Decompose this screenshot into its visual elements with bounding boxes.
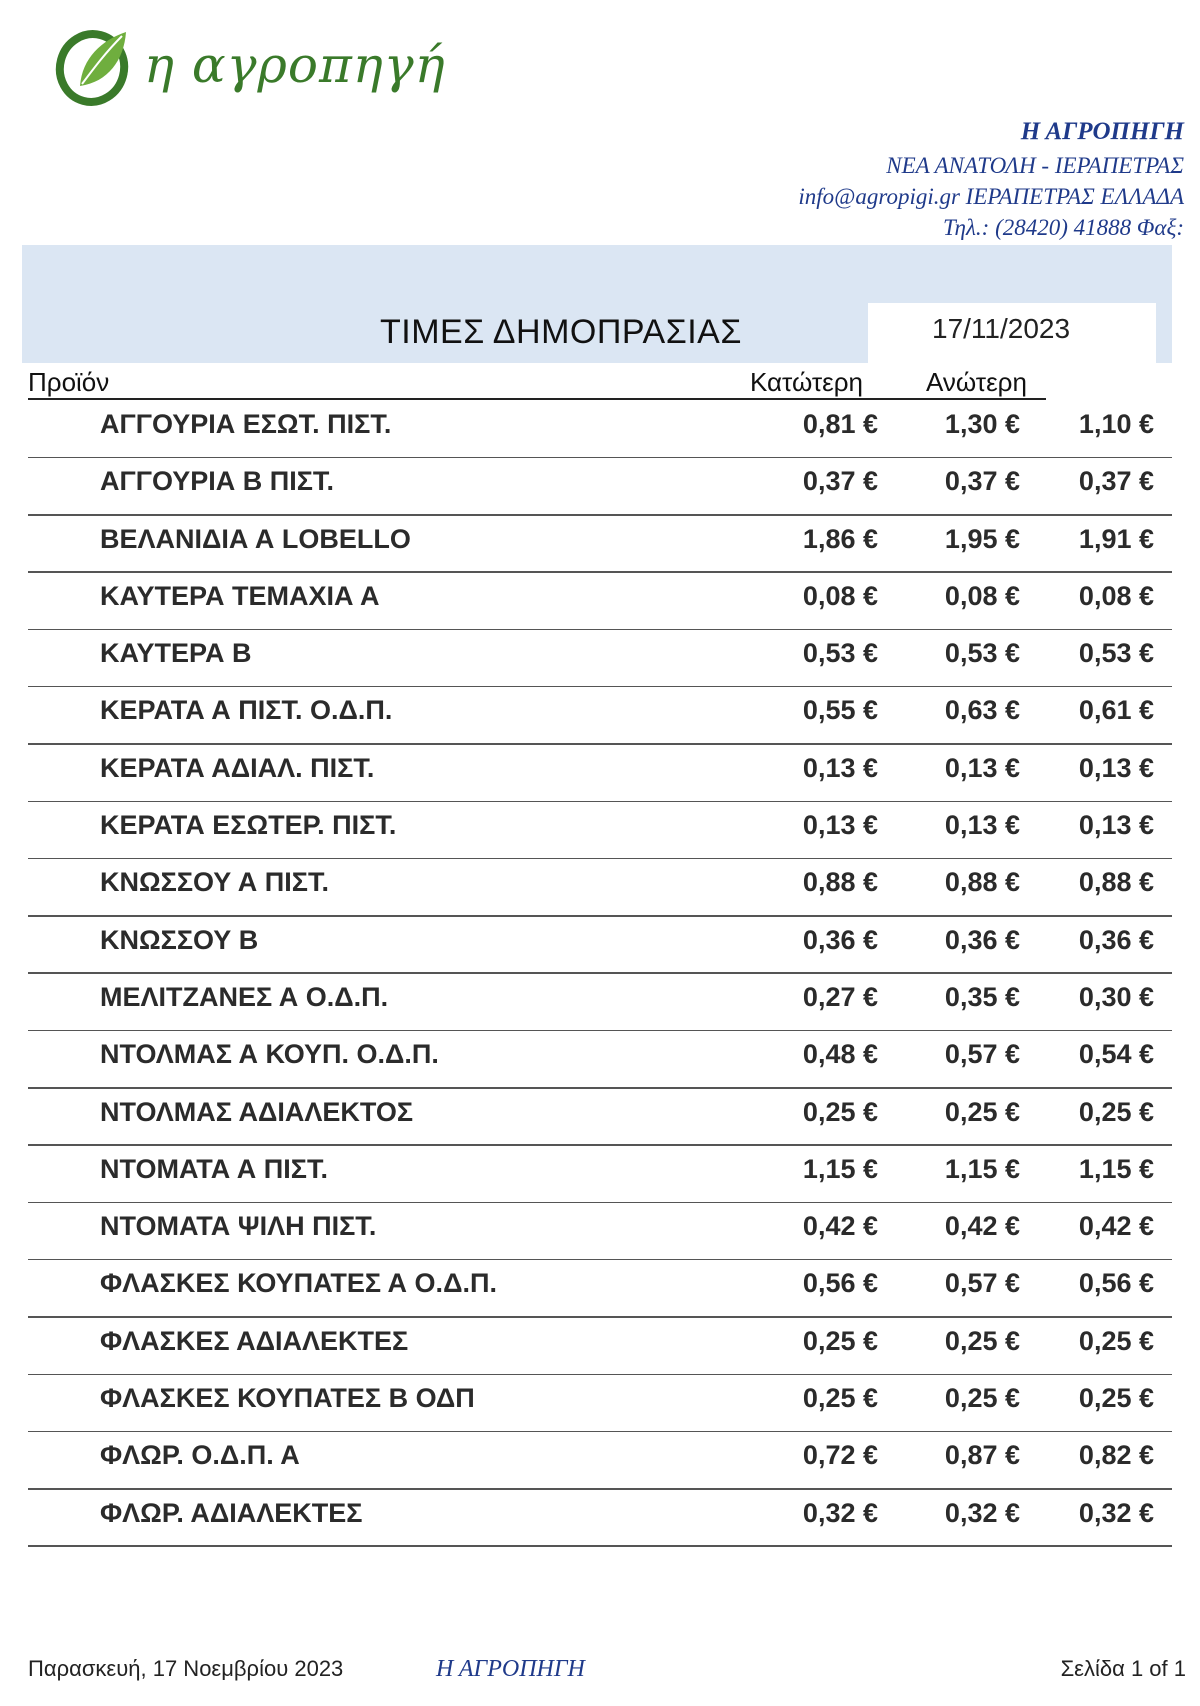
table-row (0, 1318, 1200, 1375)
column-header-high: Ανώτερη (926, 367, 1027, 397)
product-name: ΚΕΡΑΤΑ ΑΔΙΑΛ. ΠΙΣΤ. (100, 752, 375, 783)
product-name: ΑΓΓΟΥΡΙΑ Β ΠΙΣΤ. (100, 466, 334, 497)
product-name: ΚΑΥΤΕΡΑ Β (100, 638, 252, 669)
column-header-product: Προϊόν (28, 367, 110, 397)
table-row (0, 1146, 1200, 1203)
low-price: 0,53 € (802, 638, 878, 669)
table-row (0, 974, 1200, 1031)
low-price: 0,25 € (802, 1325, 878, 1356)
column-header-low: Κατώτερη (750, 367, 864, 397)
table-row (0, 573, 1200, 630)
company-logo (52, 22, 446, 112)
average-price: 0,61 € (1078, 695, 1154, 726)
average-price: 1,91 € (1078, 523, 1154, 554)
product-name: ΜΕΛΙΤΖΑΝΕΣ Α Ο.Δ.Π. (100, 981, 389, 1012)
product-name: ΚΑΥΤΕΡΑ ΤΕΜΑΧΙΑ Α (100, 580, 380, 611)
product-name: ΝΤΟΛΜΑΣ Α ΚΟΥΠ. Ο.Δ.Π. (100, 1039, 439, 1070)
table-row (0, 802, 1200, 859)
average-price: 0,25 € (1078, 1383, 1154, 1414)
high-price: 0,25 € (944, 1325, 1020, 1356)
average-price: 0,32 € (1078, 1497, 1154, 1528)
low-price: 0,13 € (802, 810, 878, 841)
high-price: 0,87 € (944, 1440, 1020, 1471)
row-divider (28, 1545, 1172, 1547)
high-price: 0,42 € (944, 1211, 1020, 1242)
auction-date: 17/11/2023 (932, 313, 1071, 344)
product-name: ΦΛΑΣΚΕΣ ΚΟΥΠΑΤΕΣ Β ΟΔΠ (100, 1383, 475, 1414)
average-price: 0,82 € (1078, 1440, 1154, 1471)
high-price: 0,13 € (944, 752, 1020, 783)
low-price: 0,42 € (802, 1211, 878, 1242)
product-name: ΚΕΡΑΤΑ Α ΠΙΣΤ. Ο.Δ.Π. (100, 695, 393, 726)
company-name: Η ΑΓΡΟΠΗΓΗ (1020, 118, 1184, 145)
product-name: ΝΤΟΛΜΑΣ ΑΔΙΑΛΕΚΤΟΣ (100, 1096, 414, 1127)
product-name: ΦΛΩΡ. Ο.Δ.Π. Α (100, 1440, 300, 1471)
high-price: 0,57 € (944, 1268, 1020, 1299)
leaf-logo-icon (52, 22, 142, 112)
low-price: 1,15 € (802, 1153, 878, 1184)
high-price: 1,15 € (944, 1153, 1020, 1184)
high-price: 0,37 € (944, 466, 1020, 497)
low-price: 0,81 € (802, 409, 878, 439)
average-price: 0,25 € (1078, 1096, 1154, 1127)
company-info (798, 118, 1184, 243)
table-row (0, 687, 1200, 744)
high-price: 0,25 € (944, 1096, 1020, 1127)
high-price: 1,30 € (944, 409, 1020, 439)
table-row (0, 1203, 1200, 1260)
table-row (0, 1375, 1200, 1432)
low-price: 0,25 € (802, 1096, 878, 1127)
average-price: 0,36 € (1078, 924, 1154, 955)
high-price: 0,57 € (944, 1039, 1020, 1070)
table-row (0, 1031, 1200, 1088)
table-row (0, 630, 1200, 687)
table-row (0, 458, 1200, 515)
product-name: ΚΝΩΣΣΟΥ Β (100, 924, 259, 955)
high-price: 0,08 € (944, 580, 1020, 611)
product-name: ΝΤΟΜΑΤΑ ΨΙΛΗ ΠΙΣΤ. (100, 1211, 377, 1242)
low-price: 0,88 € (802, 867, 878, 898)
header-spacer (1050, 363, 1172, 401)
footer-company: Η ΑΓΡΟΠΗΓΗ (436, 1656, 585, 1682)
product-name: ΚΕΡΑΤΑ ΕΣΩΤΕΡ. ΠΙΣΤ. (100, 810, 397, 841)
table-row (0, 745, 1200, 802)
average-price: 1,10 € (1078, 409, 1154, 439)
average-price: 0,08 € (1078, 580, 1154, 611)
average-price: 0,53 € (1078, 638, 1154, 669)
low-price: 1,86 € (802, 523, 878, 554)
product-name: ΚΝΩΣΣΟΥ Α ΠΙΣΤ. (100, 867, 330, 898)
high-price: 0,63 € (944, 695, 1020, 726)
average-price: 0,42 € (1078, 1211, 1154, 1242)
table-row (0, 917, 1200, 974)
company-phone: Τηλ.: (28420) 41888 Φαξ: (943, 215, 1184, 240)
company-address: ΝΕΑ ΑΝΑΤΟΛΗ - ΙΕΡΑΠΕΤΡΑΣ (886, 153, 1184, 178)
high-price: 0,35 € (944, 981, 1020, 1012)
high-price: 0,13 € (944, 810, 1020, 841)
average-price: 0,56 € (1078, 1268, 1154, 1299)
table-row (0, 1089, 1200, 1146)
average-price: 0,88 € (1078, 867, 1154, 898)
low-price: 0,27 € (802, 981, 878, 1012)
product-name: ΦΛΑΣΚΕΣ ΚΟΥΠΑΤΕΣ Α Ο.Δ.Π. (100, 1268, 497, 1299)
low-price: 0,25 € (802, 1383, 878, 1414)
average-price: 0,54 € (1078, 1039, 1154, 1070)
product-name: ΒΕΛΑΝΙΔΙΑ Α LOBELLO (100, 523, 411, 554)
average-price: 0,37 € (1078, 466, 1154, 497)
high-price: 0,32 € (944, 1497, 1020, 1528)
product-name: ΝΤΟΜΑΤΑ Α ΠΙΣΤ. (100, 1153, 328, 1184)
low-price: 0,32 € (802, 1497, 878, 1528)
table-row (0, 1490, 1200, 1547)
table-row (0, 1260, 1200, 1317)
low-price: 0,56 € (802, 1268, 878, 1299)
high-price: 0,25 € (944, 1383, 1020, 1414)
table-row (0, 1432, 1200, 1489)
logo-text: η αγροπηγή (144, 36, 446, 94)
high-price: 0,36 € (944, 924, 1020, 955)
table-row (0, 859, 1200, 916)
price-table (0, 401, 1200, 1547)
average-price: 0,13 € (1078, 810, 1154, 841)
low-price: 0,13 € (802, 752, 878, 783)
average-price: 0,25 € (1078, 1325, 1154, 1356)
page-title: ΤΙΜΕΣ ΔΗΜΟΠΡΑΣΙΑΣ (380, 313, 742, 351)
product-name: ΦΛΑΣΚΕΣ ΑΔΙΑΛΕΚΤΕΣ (100, 1325, 409, 1356)
footer-page-number: Σελίδα 1 of 1 (1060, 1656, 1186, 1681)
table-row (0, 401, 1200, 458)
average-price: 0,13 € (1078, 752, 1154, 783)
high-price: 0,53 € (944, 638, 1020, 669)
low-price: 0,48 € (802, 1039, 878, 1070)
low-price: 0,37 € (802, 466, 878, 497)
low-price: 0,55 € (802, 695, 878, 726)
high-price: 0,88 € (944, 867, 1020, 898)
average-price: 0,30 € (1078, 981, 1154, 1012)
company-email: info@agropigi.gr ΙΕΡΑΠΕΤΡΑΣ ΕΛΛΑΔΑ (798, 184, 1184, 209)
low-price: 0,72 € (802, 1440, 878, 1471)
footer-date: Παρασκευή, 17 Νοεμβρίου 2023 (28, 1656, 344, 1681)
table-row (0, 516, 1200, 573)
low-price: 0,08 € (802, 580, 878, 611)
high-price: 1,95 € (944, 523, 1020, 554)
header-divider (28, 398, 1046, 400)
product-name: ΑΓΓΟΥΡΙΑ ΕΣΩΤ. ΠΙΣΤ. (100, 409, 392, 439)
product-name: ΦΛΩΡ. ΑΔΙΑΛΕΚΤΕΣ (100, 1497, 363, 1528)
average-price: 1,15 € (1078, 1153, 1154, 1184)
low-price: 0,36 € (802, 924, 878, 955)
